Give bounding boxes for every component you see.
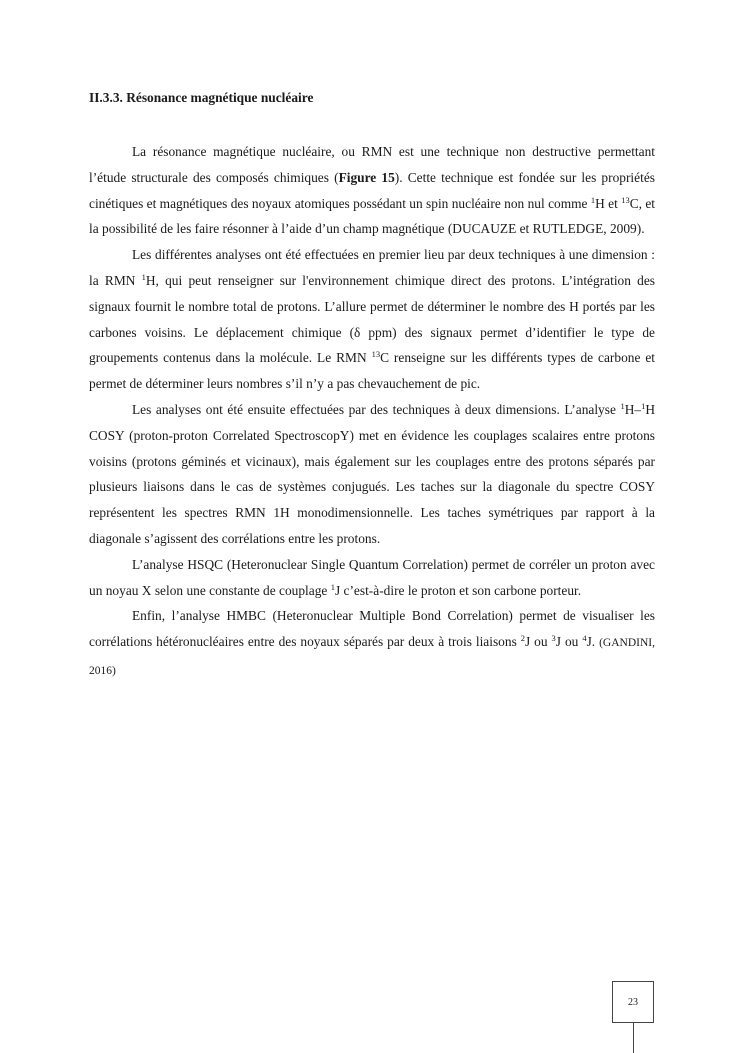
paragraph-2d-cosy: Les analyses ont été ensuite effectuées par des techniques à deux dimensions. L’analyse $^1$H–$^1$H COSY (proton-proton Correlated SpectroscopY) met en évidence les couplages scalaires entre protons voisins (protons géminés et vicinaux), mais également sur les couplages entre des protons séparés par plusieurs liaisons dans le cas de systèmes conjugués. Les taches sur la diagonale du spectre COSY représentent les spectres RMN 1H monodimensionnelle. Les taches symétriques par rapport à la diagonale s’agissent des corrélations entre les protons. [89, 400, 655, 546]
page-number-stem [633, 1023, 634, 1053]
paragraph-1d-analyses: Les différentes analyses ont été effectuées en premier lieu par deux techniques à une dimension : la RMN $^1$H, qui peut renseigner sur l'environnement chimique direct des protons. L’intégration des signaux fournit le nombre total de protons. L’allure permet de déterminer le nombre des H portés par les carbones voisins. Le déplacement chimique (δ ppm) des signaux permet d’identifier le type de groupements contenus dans la molécule. Le RMN $^{13}$C renseigne sur les différents types de carbone et permet de déterminer leurs nombres s’il n’y a pas chevauchement de pic. [89, 247, 655, 392]
citation: (GANDINI, 2016) [89, 637, 655, 677]
paragraph-rmn-intro: La résonance magnétique nucléaire, ou RMN est une technique non destructive permettant l’étude structurale des composés chimiques (Figure 15). Cette technique est fondée sur les propriétés cinétiques et magnétiques des noyaux atomiques possédant un spin nucléaire non nul comme $^1$H et $^{13}$C, et la possibilité de les faire résonner à l’aide d’un champ magnétique (DUCAUZE et RUTLEDGE, 2009). [89, 144, 655, 237]
figure-reference: Figure 15 [338, 169, 395, 185]
page-number: 23 [612, 981, 654, 1023]
body-text [89, 139, 655, 685]
paragraph-hmbc: Enfin, l’analyse HMBC (Heteronuclear Multiple Bond Correlation) permet de visualiser les corrélations hétéronucléaires entre des noyaux séparés par deux à trois liaisons $^2$J ou $^3$J ou $^4$J. (GANDINI, 2016) [89, 608, 655, 677]
paragraph-hsqc: L’analyse HSQC (Heteronuclear Single Quantum Correlation) permet de corréler un proton avec un noyau X selon une constante de couplage $^1$J c’est-à-dire le proton et son carbone porteur. [89, 556, 655, 598]
section-heading: II.3.3. Résonance magnétique nucléaire [89, 90, 314, 105]
